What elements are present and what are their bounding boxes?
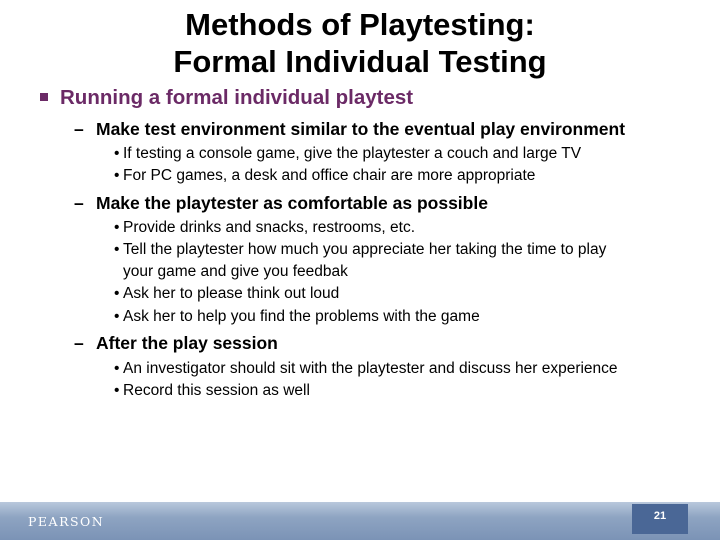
dot-bullet-icon: • [114, 360, 120, 377]
list-item-text: For PC games, a desk and office chair are more appropriate [123, 167, 536, 184]
dot-bullet-icon: • [114, 145, 120, 162]
footer-bar [0, 502, 720, 540]
list-item [114, 306, 480, 328]
section-heading [74, 333, 278, 354]
section-heading-text: After the play session [96, 333, 278, 353]
pearson-logo: PEARSON [28, 514, 105, 529]
dash-bullet-icon: – [74, 333, 84, 353]
slide-title-line-2: Formal Individual Testing [173, 44, 547, 79]
section-heading [74, 193, 488, 214]
dash-bullet-icon: – [74, 119, 84, 139]
main-bullet [40, 86, 413, 110]
list-item-continuation [123, 261, 348, 283]
list-item [114, 283, 339, 305]
page-number-box [632, 504, 688, 534]
list-item-text: Ask her to help you find the problems with the game [123, 308, 480, 325]
square-bullet-icon [40, 93, 48, 101]
list-item-text: Record this session as well [123, 382, 310, 399]
list-item [114, 380, 310, 402]
list-item-text: your game and give you feedbak [123, 263, 348, 280]
dot-bullet-icon: • [114, 308, 120, 325]
list-item-text: An investigator should sit with the playtester and discuss her experience [123, 360, 618, 377]
list-item [114, 358, 618, 380]
page-number: 21 [653, 510, 667, 522]
list-item [114, 165, 535, 187]
list-item [114, 217, 415, 239]
list-item [114, 239, 606, 261]
section-heading [74, 119, 625, 140]
dot-bullet-icon: • [114, 219, 120, 236]
dot-bullet-icon: • [114, 382, 120, 399]
list-item-text: Ask her to please think out loud [123, 285, 340, 302]
slide-title-line-1: Methods of Playtesting: [185, 7, 535, 42]
list-item-text: If testing a console game, give the playtester a couch and large TV [123, 145, 582, 162]
dot-bullet-icon: • [114, 285, 120, 302]
section-heading-text: Make the playtester as comfortable as possible [96, 193, 488, 213]
list-item-text: Provide drinks and snacks, restrooms, etc. [123, 219, 416, 236]
dot-bullet-icon: • [114, 167, 120, 184]
dash-bullet-icon: – [74, 193, 84, 213]
list-item-text: Tell the playtester how much you appreciate her taking the time to play [123, 241, 607, 258]
list-item [114, 143, 581, 165]
main-bullet-text: Running a formal individual playtest [60, 86, 414, 109]
section-heading-text: Make test environment similar to the eventual play environment [96, 119, 626, 139]
slide-title [120, 6, 600, 80]
dot-bullet-icon: • [114, 241, 120, 258]
